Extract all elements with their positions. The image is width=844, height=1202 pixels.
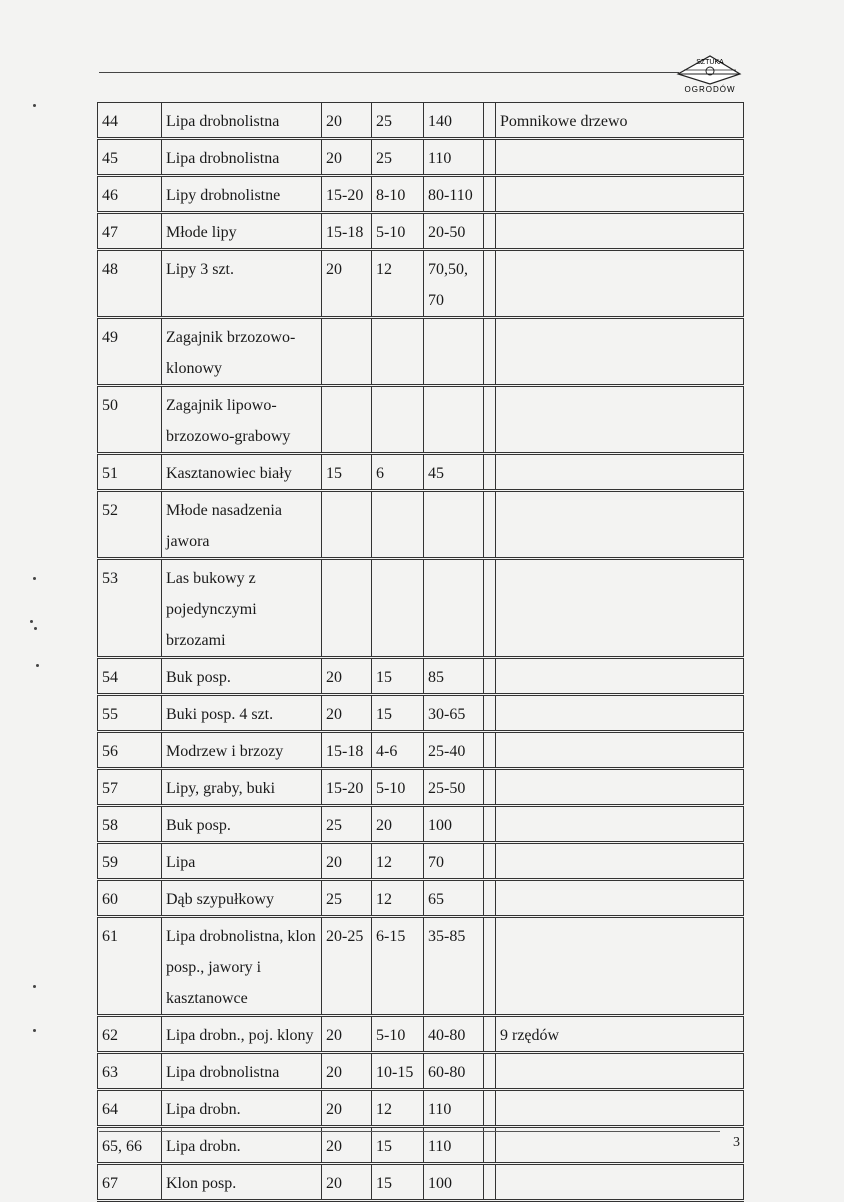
cell-height: 20	[322, 250, 372, 318]
cell-species: Lipy 3 szt.	[162, 250, 322, 318]
cell-height	[322, 386, 372, 454]
cell-crown	[372, 386, 424, 454]
cell-species: Lipa drobnolistna	[162, 139, 322, 176]
tree-inventory-table	[97, 102, 743, 1202]
cell-number: 62	[98, 1016, 162, 1053]
cell-species: Modrzew i brzozy	[162, 732, 322, 769]
cell-circumference	[424, 386, 484, 454]
cell-gap	[484, 454, 496, 491]
cell-number: 54	[98, 658, 162, 695]
cell-crown: 6-15	[372, 917, 424, 1016]
table-row	[98, 491, 744, 559]
cell-circumference: 70	[424, 843, 484, 880]
cell-species: Klon posp.	[162, 1164, 322, 1201]
cell-crown: 15	[372, 1127, 424, 1164]
cell-species: Lipa drobnolistna	[162, 1053, 322, 1090]
cell-species: Młode lipy	[162, 213, 322, 250]
cell-gap	[484, 250, 496, 318]
cell-gap	[484, 318, 496, 386]
cell-crown: 12	[372, 843, 424, 880]
cell-species: Buk posp.	[162, 658, 322, 695]
cell-species: Lipa	[162, 843, 322, 880]
table-row	[98, 386, 744, 454]
cell-remarks	[496, 695, 744, 732]
cell-number: 57	[98, 769, 162, 806]
cell-crown: 15	[372, 695, 424, 732]
cell-number: 50	[98, 386, 162, 454]
table-row	[98, 1164, 744, 1201]
cell-circumference: 70,50, 70	[424, 250, 484, 318]
cell-remarks	[496, 176, 744, 213]
cell-gap	[484, 1090, 496, 1127]
cell-number: 64	[98, 1090, 162, 1127]
cell-remarks	[496, 491, 744, 559]
cell-height: 20	[322, 1164, 372, 1201]
logo-text-top: SZTUKA	[696, 59, 724, 66]
margin-mark	[33, 985, 36, 988]
cell-species: Buk posp.	[162, 806, 322, 843]
cell-crown: 25	[372, 139, 424, 176]
cell-crown: 12	[372, 880, 424, 917]
table-row	[98, 559, 744, 658]
cell-remarks	[496, 1164, 744, 1201]
cell-remarks	[496, 917, 744, 1016]
cell-crown	[372, 318, 424, 386]
cell-height: 20	[322, 1090, 372, 1127]
cell-species: Lipa drobnolistna	[162, 103, 322, 139]
cell-number: 60	[98, 880, 162, 917]
cell-number: 61	[98, 917, 162, 1016]
cell-crown: 10-15	[372, 1053, 424, 1090]
cell-gap	[484, 695, 496, 732]
cell-circumference: 40-80	[424, 1016, 484, 1053]
cell-circumference: 80-110	[424, 176, 484, 213]
cell-species: Zagajnik brzozowo-klonowy	[162, 318, 322, 386]
cell-crown: 5-10	[372, 1016, 424, 1053]
cell-crown: 6	[372, 454, 424, 491]
cell-crown: 5-10	[372, 769, 424, 806]
margin-mark	[30, 620, 33, 623]
table-row	[98, 695, 744, 732]
cell-circumference: 110	[424, 1127, 484, 1164]
cell-circumference: 100	[424, 806, 484, 843]
cell-number: 56	[98, 732, 162, 769]
cell-crown: 15	[372, 1164, 424, 1201]
cell-height: 20	[322, 103, 372, 139]
cell-species: Lipa drobn.	[162, 1090, 322, 1127]
cell-height: 15-18	[322, 213, 372, 250]
table-row	[98, 1016, 744, 1053]
cell-number: 45	[98, 139, 162, 176]
table-row	[98, 139, 744, 176]
cell-species: Lipy, graby, buki	[162, 769, 322, 806]
cell-number: 58	[98, 806, 162, 843]
cell-remarks	[496, 318, 744, 386]
table-row	[98, 454, 744, 491]
margin-mark	[33, 104, 36, 107]
cell-remarks: Pomnikowe drzewo	[496, 103, 744, 139]
cell-height: 20-25	[322, 917, 372, 1016]
cell-gap	[484, 732, 496, 769]
table-row	[98, 843, 744, 880]
cell-gap	[484, 1016, 496, 1053]
cell-number: 63	[98, 1053, 162, 1090]
cell-height: 15-18	[322, 732, 372, 769]
cell-remarks	[496, 880, 744, 917]
cell-circumference: 110	[424, 1090, 484, 1127]
cell-number: 53	[98, 559, 162, 658]
cell-crown	[372, 491, 424, 559]
cell-gap	[484, 769, 496, 806]
cell-gap	[484, 491, 496, 559]
cell-crown: 5-10	[372, 213, 424, 250]
table-row	[98, 917, 744, 1016]
cell-crown: 15	[372, 658, 424, 695]
cell-circumference: 140	[424, 103, 484, 139]
cell-gap	[484, 1053, 496, 1090]
cell-number: 44	[98, 103, 162, 139]
cell-circumference: 20-50	[424, 213, 484, 250]
cell-circumference: 60-80	[424, 1053, 484, 1090]
cell-gap	[484, 658, 496, 695]
cell-gap	[484, 917, 496, 1016]
cell-height: 20	[322, 1053, 372, 1090]
cell-crown: 20	[372, 806, 424, 843]
cell-number: 46	[98, 176, 162, 213]
header-rule	[99, 72, 679, 73]
cell-circumference: 25-50	[424, 769, 484, 806]
table-row	[98, 732, 744, 769]
cell-height	[322, 318, 372, 386]
cell-number: 55	[98, 695, 162, 732]
table-row	[98, 103, 744, 139]
cell-species: Lipa drobnolistna, klon posp., jawory i kasztanowce	[162, 917, 322, 1016]
cell-height: 15	[322, 454, 372, 491]
cell-circumference: 65	[424, 880, 484, 917]
cell-remarks	[496, 454, 744, 491]
cell-species: Lipa drobn., poj. klony	[162, 1016, 322, 1053]
cell-circumference	[424, 318, 484, 386]
cell-height	[322, 559, 372, 658]
cell-number: 67	[98, 1164, 162, 1201]
cell-remarks	[496, 769, 744, 806]
cell-gap	[484, 843, 496, 880]
cell-circumference	[424, 491, 484, 559]
cell-height: 20	[322, 1016, 372, 1053]
cell-species: Las bukowy z pojedynczymi brzozami	[162, 559, 322, 658]
cell-remarks	[496, 1053, 744, 1090]
table-row	[98, 658, 744, 695]
cell-crown: 12	[372, 250, 424, 318]
table-row	[98, 318, 744, 386]
cell-circumference	[424, 559, 484, 658]
cell-gap	[484, 139, 496, 176]
cell-number: 52	[98, 491, 162, 559]
table-row	[98, 213, 744, 250]
cell-height: 15-20	[322, 769, 372, 806]
cell-number: 65, 66	[98, 1127, 162, 1164]
page-number: 3	[733, 1135, 740, 1150]
cell-gap	[484, 1127, 496, 1164]
table-row	[98, 250, 744, 318]
cell-species: Młode nasadzenia jawora	[162, 491, 322, 559]
cell-gap	[484, 213, 496, 250]
table-row	[98, 1053, 744, 1090]
cell-height: 20	[322, 1127, 372, 1164]
cell-number: 51	[98, 454, 162, 491]
cell-remarks	[496, 732, 744, 769]
cell-circumference: 35-85	[424, 917, 484, 1016]
cell-number: 48	[98, 250, 162, 318]
cell-height: 15-20	[322, 176, 372, 213]
cell-species: Zagajnik lipowo-brzozowo-grabowy	[162, 386, 322, 454]
cell-height: 25	[322, 880, 372, 917]
cell-circumference: 25-40	[424, 732, 484, 769]
cell-gap	[484, 806, 496, 843]
cell-gap	[484, 1164, 496, 1201]
cell-circumference: 45	[424, 454, 484, 491]
cell-species: Lipa drobn.	[162, 1127, 322, 1164]
cell-crown: 25	[372, 103, 424, 139]
cell-height: 20	[322, 658, 372, 695]
cell-species: Lipy drobnolistne	[162, 176, 322, 213]
cell-remarks	[496, 843, 744, 880]
cell-crown: 12	[372, 1090, 424, 1127]
cell-species: Dąb szypułkowy	[162, 880, 322, 917]
logo-text-bottom: OGRODÓW	[684, 85, 736, 94]
footer-rule	[99, 1131, 720, 1132]
margin-mark	[36, 664, 39, 667]
cell-remarks	[496, 213, 744, 250]
cell-circumference: 110	[424, 139, 484, 176]
margin-mark	[34, 627, 37, 630]
cell-remarks	[496, 806, 744, 843]
cell-height: 25	[322, 806, 372, 843]
table-row	[98, 1090, 744, 1127]
cell-gap	[484, 103, 496, 139]
cell-circumference: 100	[424, 1164, 484, 1201]
margin-mark	[33, 1029, 36, 1032]
cell-height: 20	[322, 843, 372, 880]
cell-species: Buki posp. 4 szt.	[162, 695, 322, 732]
cell-crown: 8-10	[372, 176, 424, 213]
cell-remarks	[496, 1090, 744, 1127]
cell-gap	[484, 880, 496, 917]
cell-remarks	[496, 1127, 744, 1164]
cell-crown	[372, 559, 424, 658]
cell-height	[322, 491, 372, 559]
table-row	[98, 806, 744, 843]
cell-circumference: 30-65	[424, 695, 484, 732]
company-logo	[672, 50, 746, 94]
cell-circumference: 85	[424, 658, 484, 695]
cell-height: 20	[322, 139, 372, 176]
cell-gap	[484, 386, 496, 454]
cell-remarks	[496, 386, 744, 454]
table-row	[98, 1127, 744, 1164]
margin-mark	[33, 577, 36, 580]
cell-crown: 4-6	[372, 732, 424, 769]
cell-gap	[484, 559, 496, 658]
cell-remarks	[496, 559, 744, 658]
cell-number: 59	[98, 843, 162, 880]
cell-remarks: 9 rzędów	[496, 1016, 744, 1053]
cell-number: 47	[98, 213, 162, 250]
cell-height: 20	[322, 695, 372, 732]
table-row	[98, 769, 744, 806]
cell-remarks	[496, 250, 744, 318]
cell-remarks	[496, 658, 744, 695]
cell-remarks	[496, 139, 744, 176]
table-row	[98, 176, 744, 213]
table-row	[98, 880, 744, 917]
cell-species: Kasztanowiec biały	[162, 454, 322, 491]
cell-gap	[484, 176, 496, 213]
cell-number: 49	[98, 318, 162, 386]
